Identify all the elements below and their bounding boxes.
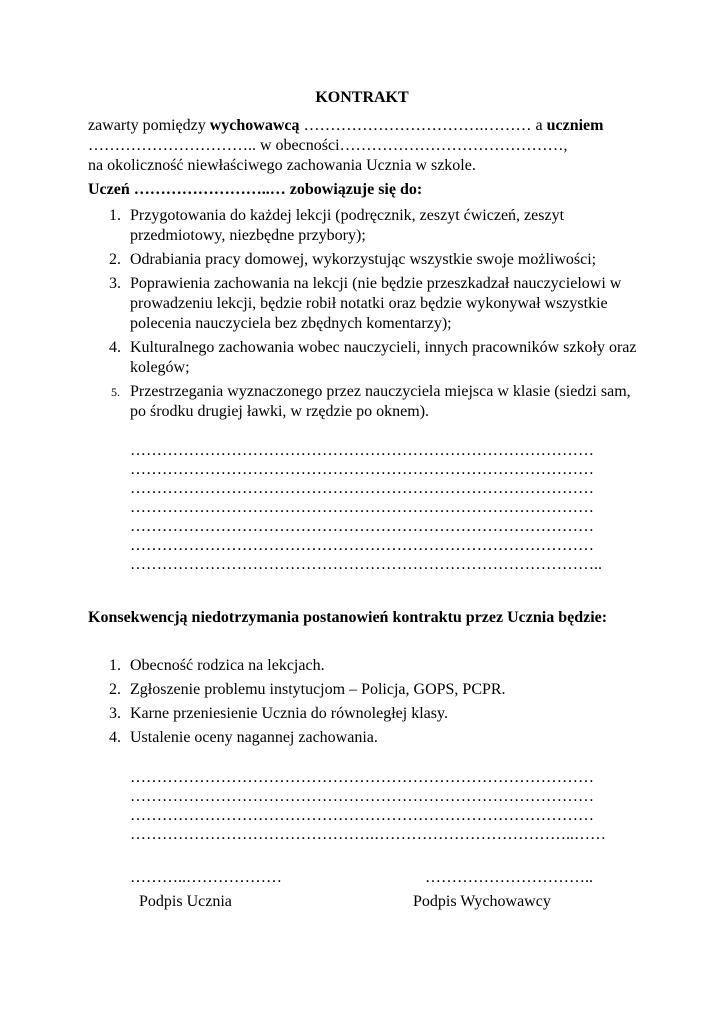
dotted-line: …………………………………………………………………………… <box>130 480 594 497</box>
intro-line-1 <box>88 116 648 136</box>
item-text: Obecność rodzica na lekcjach. <box>130 657 325 674</box>
item-text: Przygotowania do każdej lekcji (podręcznik, zeszyt ćwiczeń, zeszyt przedmiotowy, niezbędne przybory); <box>130 207 565 244</box>
intro-line-3: na okoliczność niewłaściwego zachowania Ucznia w szkole. <box>88 157 476 174</box>
obligations-list <box>88 206 648 426</box>
list-item <box>88 656 648 676</box>
consequences-list <box>88 656 648 752</box>
item-number: 2. <box>109 251 121 268</box>
intro-line-2: ………………………….. w obecności……………………………………, <box>88 137 568 154</box>
teacher-word: wychowawcą <box>209 117 300 134</box>
dotted-line: …………………………………………………………………………… <box>130 537 594 554</box>
item-number: 5. <box>111 385 120 399</box>
item-number: 1. <box>109 207 121 224</box>
obligations-heading: Uczeń ……………………..… zobowiązuje się do: <box>88 181 423 198</box>
dotted-line: …………………………………………………………………………… <box>130 769 594 786</box>
list-item <box>88 338 648 378</box>
dotted-line: …………………………………………………………………………… <box>130 461 594 478</box>
fill-in-lines-1 <box>130 441 650 574</box>
consequences-heading: Konsekwencją niedotrzymania postanowień kontraktu przez Ucznia będzie: <box>88 609 608 626</box>
item-number: 4. <box>109 729 121 746</box>
dotted-line: …………………………………………………………………………… <box>130 518 594 535</box>
item-number: 4. <box>109 339 121 356</box>
item-text: Zgłoszenie problemu instytucjom – Policja, GOPS, PCPR. <box>130 681 506 698</box>
dotted-line: …………………………………………………………………………… <box>130 499 594 516</box>
list-item <box>88 680 648 700</box>
list-item <box>88 704 648 724</box>
intro-section <box>88 116 648 176</box>
fill-in-lines-2 <box>130 768 650 844</box>
item-text: Ustalenie oceny nagannej zachowania. <box>130 729 378 746</box>
item-text: Kulturalnego zachowania wobec nauczycieli, innych pracowników szkoły oraz kolegów; <box>130 339 637 376</box>
teacher-signature-label: Podpis Wychowawcy <box>413 893 551 910</box>
item-number: 3. <box>109 705 121 722</box>
dotted-line: …………………………………………………………………………… <box>130 807 594 824</box>
list-item <box>88 250 648 270</box>
list-item <box>88 274 648 334</box>
item-text: Poprawienia zachowania na lekcji (nie będzie przeszkadzał nauczycielowi w prowadzeniu lekcji, będzie robił notatki oraz będzie wykonywał wszystkie polecenia nauczyciela bez zbędnych komentarzy); <box>130 275 622 332</box>
item-number: 2. <box>109 681 121 698</box>
list-item <box>88 728 648 748</box>
item-text: Karne przeniesienie Ucznia do równoległej klasy. <box>130 705 448 722</box>
dotted-line: ……………………………………….………………………………..…… <box>130 826 606 843</box>
intro-text: zawarty pomiędzy <box>88 117 210 134</box>
dotted-line: …………………………………………………………………………… <box>130 788 594 805</box>
student-signature-label: Podpis Ucznia <box>139 893 232 910</box>
document-title: KONTRAKT <box>315 89 409 106</box>
list-item <box>88 382 648 422</box>
teacher-signature-line: ………………………….. <box>425 869 593 886</box>
student-word: uczniem <box>546 117 604 134</box>
item-number: 3. <box>109 275 121 292</box>
teacher-dots: …………………………….……… a <box>299 117 547 134</box>
item-text: Odrabiania pracy domowej, wykorzystując wszystkie swoje możliwości; <box>130 251 597 268</box>
dotted-line: …………………………………………………………………………… <box>130 442 594 459</box>
item-text: Przestrzegania wyznaczonego przez nauczyciela miejsca w klasie (siedzi sam, po środku drugiej ławki, w rzędzie po oknem). <box>130 383 631 420</box>
item-number: 1. <box>109 657 121 674</box>
student-signature-line: ………..……………… <box>130 869 282 886</box>
dotted-line: …………………………………………………………………………….. <box>130 556 602 573</box>
list-item <box>88 206 648 246</box>
